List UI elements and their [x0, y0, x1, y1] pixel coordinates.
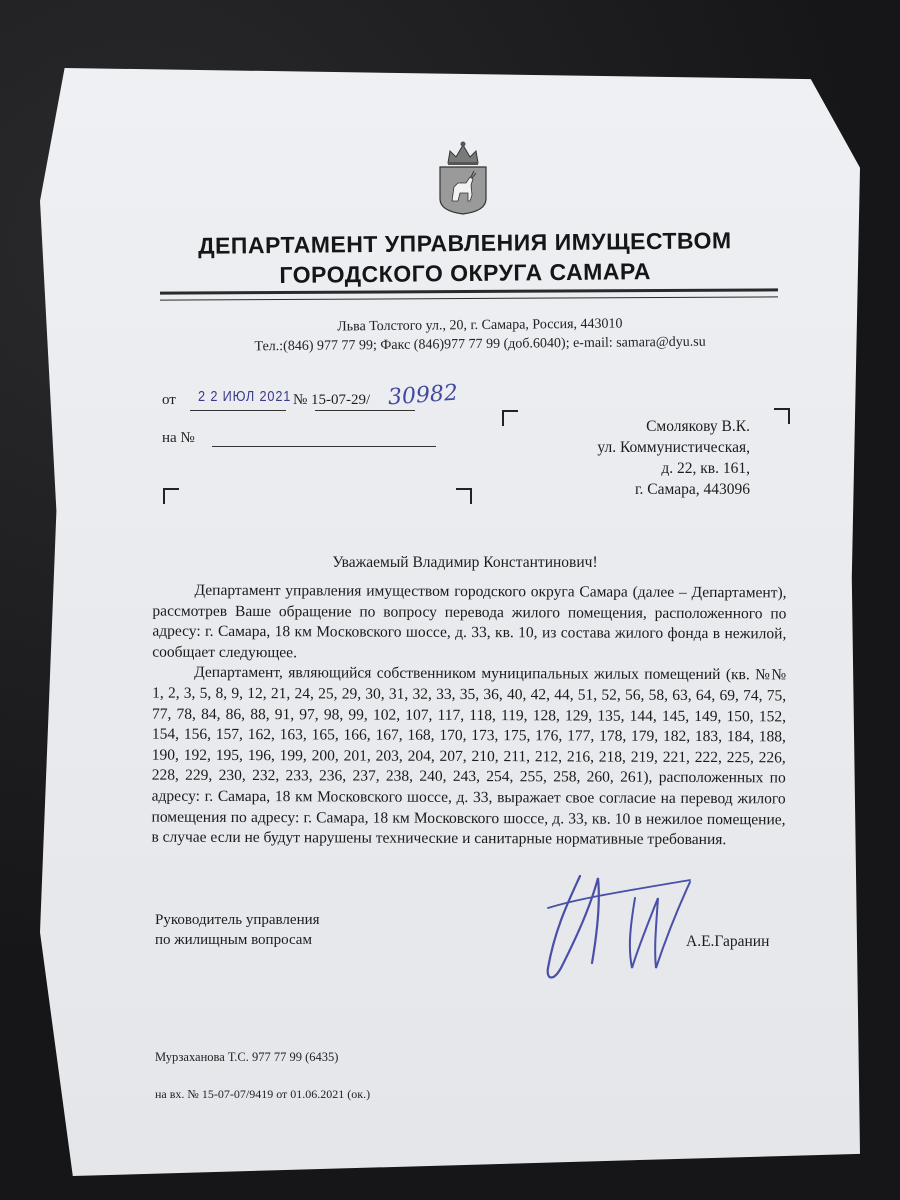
recipient-city: г. Самара, 443096: [634, 481, 750, 498]
incoming-reference: на вх. № 15-07-07/9419 от 01.06.2021 (ок.): [155, 1087, 371, 1101]
body-paragraph-1: Департамент управления имуществом городского округа Самара (далее – Департамент), рассмотрев Ваше обращение по вопросу перевода жилого помещения, расположенного по адресу: г. Самара, 18 км Московского шоссе, д. 33, кв. 10, из состава жилого фонда в нежилой, сообщает следующее.: [152, 581, 787, 662]
recipient-corner-top-right: [774, 408, 790, 424]
handwritten-signature: [540, 868, 710, 988]
organization-title: [150, 225, 781, 292]
signer-position: [155, 910, 320, 950]
body-paragraph-2: Департамент, являющийся собственником муниципальных жилых помещений (кв. №№ 1, 2, 3, 5, 8, 9, 12, 21, 24, 25, 29, 30, 31, 32, 33, 35, 36, 40, 42, 44, 51, 52, 56, 58, 63, 64, 69, 74, 75, 77, 78, 84, 86, 88, 91, 97, 98, 99, 102, 107, 117, 118, 119, 128, 129, 135, 144, 145, 149, 150, 152, 154, 156, 157, 162, 163, 165, 166, 167, 168, 170, 173, 175, 176, 177, 178, 179, 182, 183, 184, 188, 190, 192, 195, 196, 199, 200, 201, 203, 204, 207, 210, 211, 212, 216, 218, 219, 221, 222, 225, 226, 228, 229, 230, 232, 233, 236, 237, 238, 240, 243, 254, 255, 258, 260, 261), расположенных по адресу: г. Самара, 18 км Московского шоссе, д. 33, выражает свое согласие на перевод жилого помещения по адресу: г. Самара, 18 км Московского шоссе, д. 33, кв. 10 в нежилое помещение, в случае если не будут нарушены технические и санитарные нормативные требования.: [151, 664, 787, 849]
organization-title-line1: ДЕПАРТАМЕНТ УПРАВЛЕНИЯ ИМУЩЕСТВОМ: [197, 227, 732, 259]
reply-to-underline: [212, 446, 436, 447]
subject-corner-top-right: [456, 488, 472, 504]
recipient-corner-top-left: [502, 410, 518, 426]
organization-address: Льва Толстого ул., 20, г. Самара, Россия, 443010: [337, 316, 623, 335]
recipient-house: д. 22, кв. 161,: [661, 460, 750, 477]
salutation: Уважаемый Владимир Константинович!: [332, 554, 598, 571]
recipient-name: Смолякову В.К.: [646, 418, 750, 435]
outgoing-number: № 15-07-29/: [293, 392, 371, 408]
signer-position-line2: по жилищным вопросам: [155, 932, 312, 948]
handwritten-number: 30982: [387, 380, 459, 411]
date-label: от: [162, 392, 176, 408]
date-stamp: 2 2 ИЮЛ 2021: [198, 388, 292, 405]
recipient-address: [540, 416, 750, 500]
organization-phone-email: Тел.:(846) 977 77 99; Факс (846)977 77 99 (доб.6040); e-mail: samara@dyu.su: [254, 334, 706, 355]
performer-contact: Мурзаханова Т.С. 977 77 99 (6435): [155, 1050, 339, 1064]
reply-to-label: на №: [162, 430, 195, 446]
signer-position-line1: Руководитель управления: [155, 912, 320, 928]
organization-contacts: [230, 313, 730, 356]
date-underline: [190, 410, 286, 411]
subject-corner-top-left: [163, 488, 179, 504]
recipient-street: ул. Коммунистическая,: [597, 439, 750, 456]
letter-body: [151, 581, 786, 851]
signer-name: А.Е.Гаранин: [686, 933, 770, 950]
coat-of-arms-emblem: [436, 137, 490, 215]
organization-title-line2: ГОРОДСКОГО ОКРУГА САМАРА: [279, 258, 651, 288]
number-underline: [315, 410, 415, 411]
